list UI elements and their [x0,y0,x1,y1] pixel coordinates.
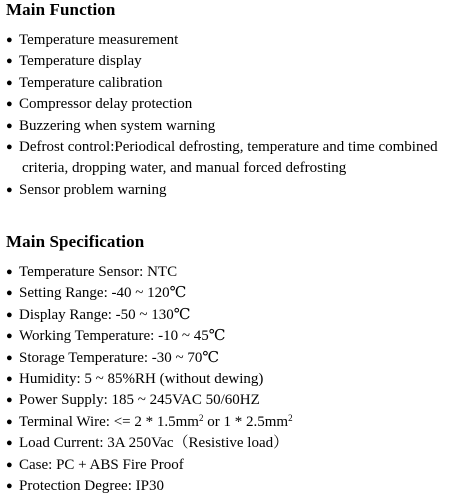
superscript: 2 [288,412,293,423]
spec-item-text: Temperature Sensor: NTC [19,264,178,280]
function-item-text: Sensor problem warning [19,181,167,198]
defrost-line-2: criteria, dropping water, and manual forced defrosting [22,160,347,177]
bullet-icon: ● [6,330,13,343]
list-item [6,180,468,201]
terminal-wire-mid: or 1 * 2.5mm [203,413,289,430]
spec-item-text: Storage Temperature: -30 ~ 70℃ [19,349,220,366]
spec-item-text: Power Supply: 185 ~ 245VAC 50/60HZ [19,392,260,409]
list-item [6,94,468,115]
bullet-icon: ● [6,183,13,196]
terminal-wire-label: Terminal Wire: <= 2 * 1.5mm [19,413,199,430]
bullet-icon: ● [6,437,13,450]
list-item [6,326,468,347]
function-item-text [19,137,468,180]
terminal-wire-text [19,412,468,433]
spec-item-text: Display Range: -50 ~ 130℃ [19,306,191,323]
spec-item-text: Case: PC + ABS Fire Proof [19,456,184,473]
spec-item-text: Setting Range: -40 ~ 120℃ [19,285,187,302]
bullet-icon: ● [6,287,13,300]
spec-item-text: Load Current: 3A 250Vac（Resistive load） [19,435,289,452]
bullet-icon: ● [6,141,13,154]
list-item [6,116,468,137]
bullet-icon: ● [6,458,13,471]
list-item [6,412,468,433]
defrost-line-1: Defrost control:Periodical defrosting, temperature and time combined [19,139,438,156]
list-item [6,305,468,326]
main-specification-heading: Main Specification [6,232,145,251]
spec-item-text: Working Temperature: -10 ~ 45℃ [19,328,226,345]
function-item-text: Compressor delay protection [19,96,193,113]
function-item-text: Temperature calibration [19,74,163,91]
bullet-icon: ● [6,480,13,493]
spec-item-text: Humidity: 5 ~ 85%RH (without dewing) [19,371,264,388]
bullet-icon: ● [6,415,13,428]
bullet-icon: ● [6,394,13,407]
main-function-list [6,30,468,201]
bullet-icon: ● [6,55,13,68]
list-item [6,283,468,304]
function-item-text: Temperature measurement [19,32,179,48]
bullet-icon: ● [6,373,13,386]
function-item-text: Buzzering when system warning [19,117,216,134]
list-item [6,30,468,51]
list-item [6,476,468,497]
bullet-icon: ● [6,76,13,89]
bullet-icon: ● [6,34,13,46]
spec-item-text: Protection Degree: IP30 [19,478,164,495]
bullet-icon: ● [6,351,13,364]
superscript: 2 [198,412,204,423]
function-item-text: Temperature display [19,53,142,70]
list-item [6,369,468,390]
bullet-icon: ● [6,119,13,132]
list-item [6,455,468,476]
main-function-heading: Main Function [6,0,116,19]
bullet-icon: ● [6,98,13,111]
list-item [6,73,468,94]
list-item [6,262,468,283]
list-item [6,433,468,454]
main-specification-list [6,262,468,497]
list-item [6,137,468,180]
list-item [6,348,468,369]
list-item [6,390,468,411]
list-item [6,51,468,72]
bullet-icon: ● [6,308,13,321]
bullet-icon: ● [6,266,13,278]
